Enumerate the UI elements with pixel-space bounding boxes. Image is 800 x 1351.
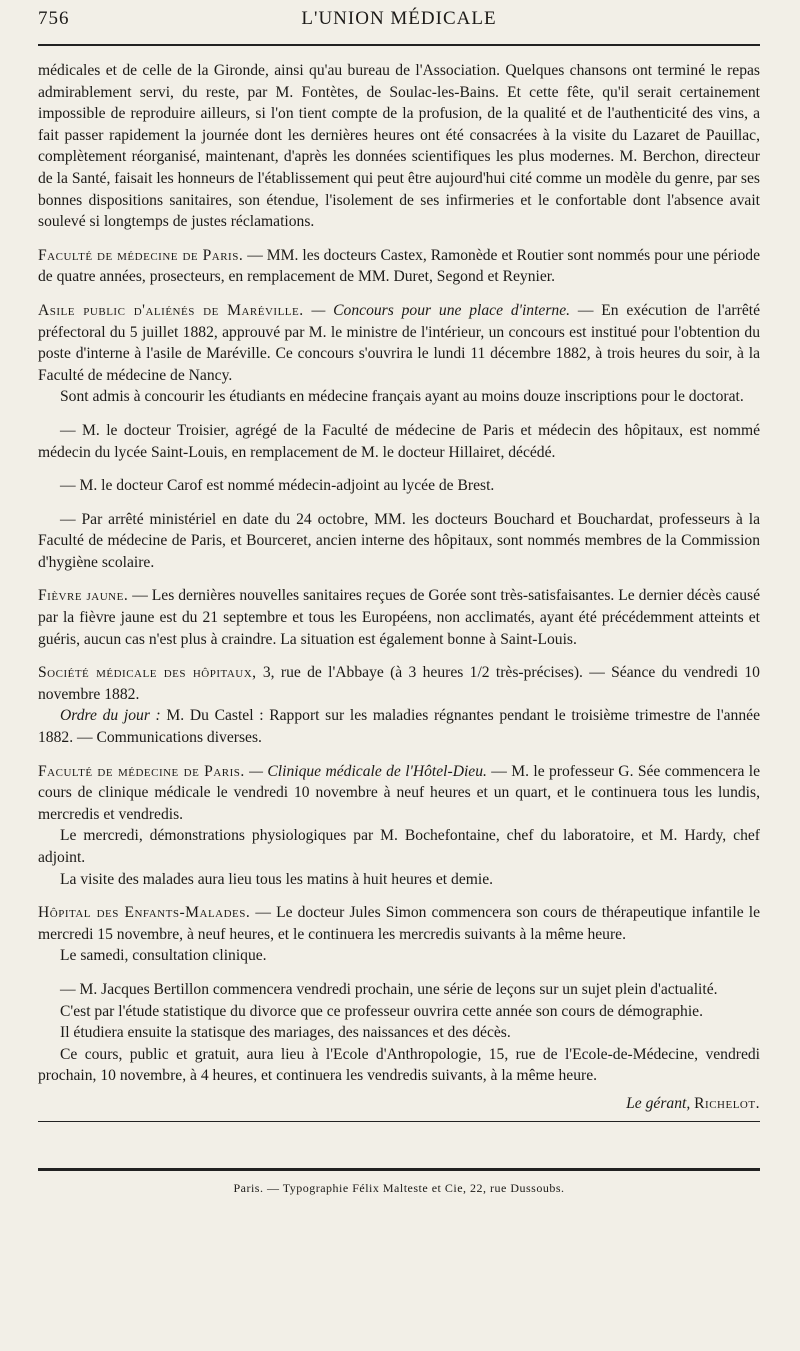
paragraph-text: 3, rue de l'Abbaye (à 3 heures 1/2 très-précises). — Séance du vendredi 10 novembre 1882. (38, 664, 760, 703)
paragraph-text: M. Du Castel : Rapport sur les maladies régnantes pendant le troisième trimestre de l'année 1882. — Communications diverses. (38, 707, 760, 747)
journal-title: L'UNION MÉDICALE (301, 8, 497, 29)
paragraph-text: — M. le professeur G. Sée commencera le cours de clinique médicale le vendredi 10 novembre à neuf heures et un quart, et le continuera tous les lundis, mercredis et vendredis. (38, 762, 760, 823)
paragraph (38, 1022, 760, 1044)
paragraph (38, 761, 760, 826)
paragraph-text: Le samedi, consultation clinique. (60, 947, 267, 965)
paragraph (38, 420, 760, 463)
paragraph-lead: Faculté de médecine de Paris. (38, 246, 244, 264)
paragraph-text: Le mercredi, démonstrations physiologiques par M. Bochefontaine, chef du laboratoire, et M. Hardy, chef adjoint. (38, 827, 760, 866)
imprint-rule (38, 1168, 760, 1171)
paragraph-gap (38, 497, 760, 509)
paragraph (38, 475, 760, 497)
paragraph-title: — Concours pour une place d'interne. (303, 301, 571, 319)
paragraph (38, 1044, 760, 1087)
paragraph (38, 902, 760, 945)
paragraph-text: — M. le docteur Troisier, agrégé de la Faculté de médecine de Paris et médecin des hôpitaux, est nommé médecin du lycée Saint-Louis, en remplacement de M. le docteur Hillairet, décédé. (38, 421, 760, 461)
paragraph-text: — Les dernières nouvelles sanitaires reçues de Gorée sont très-satisfaisantes. Le dernier décès causé par la fièvre jaune est du 21 septembre et tous les Européens, non acclimatés, ayant été précédemment atteints et guéris, aucun cas n'est plus à craindre. La situation est également bonne à Saint-Louis. (38, 587, 760, 648)
paragraph-text: médicales et de celle de la Gironde, ainsi qu'au bureau de l'Association. Quelques chansons ont terminé le repas admirablement servi, du reste, par M. Fontètes, de Soulac-les-Bains. Et cette fête, qu'il serait certainement impossible de reproduire ailleurs, si l'on tient compte de la profusion, de la qualité et de l'authenticité des vins, a fait passer rapidement la journée dont les dernières heures ont été consacrées à la visite du Lazaret de Pauillac, complètement réorganisé, maintenant, d'après les données scientifiques les plus modernes. M. Berchon, directeur de la Santé, faisait les honneurs de l'établissement qui peut être aujourd'hui cité comme un modèle du genre, par ses bonnes dispositions sanitaires, son étendue, l'isolement de ses infirmeries et le confortable dont l'absence avait soulevé si longtemps de justes réclamations. (38, 62, 760, 231)
imprint: Paris. — Typographie Félix Malteste et Cie, 22, rue Dussoubs. (233, 1180, 565, 1195)
paragraph-lead: Hôpital des Enfants-Malades. (38, 904, 251, 922)
paragraph-gap (38, 408, 760, 420)
paragraph (38, 705, 760, 748)
paragraph-text: — MM. les docteurs Castex, Ramonède et Routier sont nommés pour une période de quatre années, prosecteurs, en remplacement de MM. Duret, Segond et Reynier. (38, 246, 760, 286)
paragraph-gap (38, 967, 760, 979)
paragraph-text: Il étudiera ensuite la statisque des mariages, des naissances et des décès. (60, 1024, 511, 1042)
paragraph-gap (38, 288, 760, 300)
paragraph (38, 585, 760, 650)
paragraph-lead: Fièvre jaune. (38, 587, 129, 605)
paragraph (38, 662, 760, 705)
running-head (38, 8, 760, 38)
paragraph (38, 1001, 760, 1023)
paragraph-title: — Clinique médicale de l'Hôtel-Dieu. (244, 762, 487, 780)
paragraph-gap (38, 890, 760, 902)
page-number: 756 (38, 8, 70, 29)
paragraph (38, 245, 760, 288)
paragraph-lead: Faculté de médecine de Paris. (38, 762, 245, 780)
header-rule (38, 44, 760, 46)
paragraph-text: — Le docteur Jules Simon commencera son cours de thérapeutique infantile le mercredi 15 novembre, à neuf heures, et le continuera les mercredis suivants à la même heure. (38, 904, 760, 943)
signature-name: Richelot. (694, 1094, 760, 1112)
signature-label: Le gérant, (626, 1094, 691, 1112)
paragraph (38, 825, 760, 868)
paragraph (38, 869, 760, 891)
paragraph (38, 386, 760, 408)
paragraph-gap (38, 233, 760, 245)
paragraph-text: — M. Jacques Bertillon commencera vendredi prochain, une série de leçons sur un sujet plein d'actualité. (60, 980, 718, 998)
paragraph-text: — En exécution de l'arrêté préfectoral du 5 juillet 1882, approuvé par M. le ministre de l'intérieur, un concours est institué pour l'obtention du poste d'interne à l'asile de Maréville. Ce concours s'ouvrira le lundi 11 décembre 1882, à trois heures du soir, à la Faculté de médecine de Nancy. (38, 301, 760, 384)
paragraph-lead: Société médicale des hôpitaux, (38, 664, 257, 682)
paragraph-gap (38, 463, 760, 475)
paragraph (38, 509, 760, 574)
paragraph (38, 300, 760, 386)
paragraph-text: Ce cours, public et gratuit, aura lieu à l'Ecole d'Anthropologie, 15, rue de l'Ecole-de-Médecine, vendredi prochain, 10 novembre, à 4 heures, et continuera les vendredis suivants, à la même heure. (38, 1045, 760, 1085)
paragraph-text: — Par arrêté ministériel en date du 24 octobre, MM. les docteurs Bouchard et Bouchardat, professeurs à la Faculté de médecine de Paris, et Bourceret, ancien interne des hôpitaux, sont nommés membres de la Commission d'hygiène scolaire. (38, 510, 760, 571)
paragraph-gap (38, 573, 760, 585)
paragraph-gap (38, 650, 760, 662)
footer-rule (38, 1121, 760, 1122)
paragraph-lead: Ordre du jour : (60, 707, 161, 725)
paragraph-text: La visite des malades aura lieu tous les matins à huit heures et demie. (60, 870, 494, 888)
signature (38, 1095, 760, 1113)
paragraph (38, 945, 760, 967)
paragraph (38, 979, 760, 1001)
paragraph-gap (38, 749, 760, 761)
paragraph-lead: Asile public d'aliénés de Maréville. (38, 301, 304, 319)
paragraph-text: C'est par l'étude statistique du divorce que ce professeur ouvrira cette année son cours de démographie. (60, 1002, 703, 1020)
article-body (38, 60, 760, 1087)
paragraph (38, 60, 760, 233)
paragraph-text: Sont admis à concourir les étudiants en médecine français ayant au moins douze inscriptions pour le doctorat. (60, 388, 744, 406)
paragraph-text: — M. le docteur Carof est nommé médecin-adjoint au lycée de Brest. (60, 477, 495, 495)
